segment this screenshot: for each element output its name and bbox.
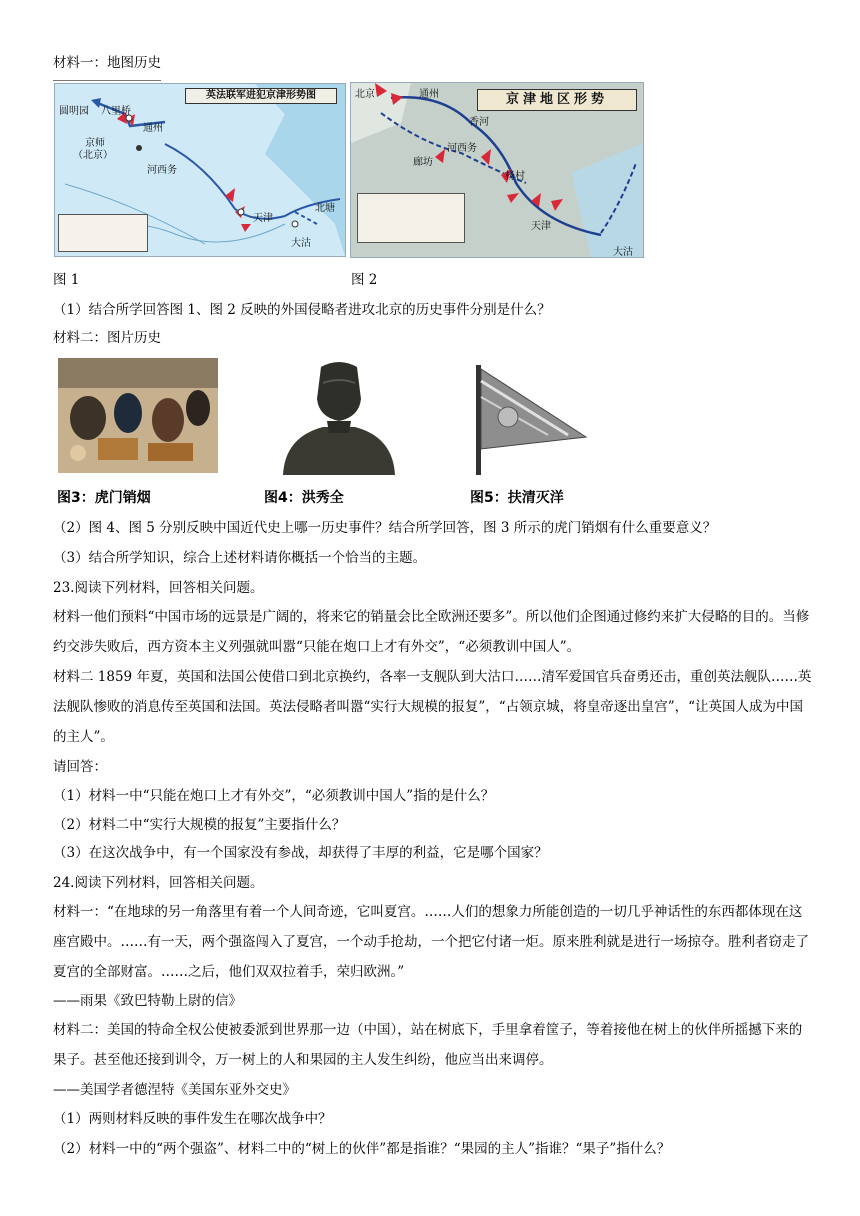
map2-label-tongzhou: 通州 — [419, 89, 439, 100]
picture-humen-opium-burning — [58, 358, 218, 473]
pic4-caption: 图4：洪秀全 — [264, 490, 344, 506]
map1-label-dagu: 大沽 — [291, 238, 311, 249]
map1-label-jingshi: 京师 — [85, 138, 105, 149]
q24-material1: 材料一：“在地球的另一角落里有着一个人间奇迹，它叫夏宫。……人们的想象力所能创造的一切几乎神话性的东西都体现在这座宫殿中。……有一天，两个强盗闯入了夏宫，一个动手抢劫，一个把它付诸一炬。原来胜利就是进行一场掠夺。胜利者窃走了夏宫的全部财富。……之后，他们双双拉着手，荣归欧洲。” — [53, 904, 809, 980]
map2-caption: 图 2 — [351, 272, 378, 288]
map2-legend — [357, 193, 465, 243]
map-figure-1 — [54, 83, 346, 257]
map2-label-yangcun: 杨村 — [505, 171, 525, 182]
map1-title: 英法联军进犯京津形势图 — [185, 88, 337, 104]
question-1-1: （1）结合所学回答图 1、图 2 反映的外国侵略者进攻北京的历史事件分别是什么？ — [53, 302, 551, 318]
humen-painting — [58, 358, 218, 473]
picture-fuqing-mieyang-flag — [468, 357, 593, 477]
map-figure-2 — [350, 82, 644, 258]
q23-question-3: （3）在这次战争中，有一个国家没有参战，却获得了丰厚的利益，它是哪个国家？ — [53, 845, 548, 861]
material2-heading: 材料二：图片历史 — [53, 330, 161, 346]
map2-label-beijing: 北京 — [355, 89, 375, 100]
heading-underline — [53, 80, 161, 81]
q23-material1: 材料一他们预料“中国市场的远景是广阔的，将来它的销量会比全欧洲还要多”。所以他们企图通过修约来扩大侵略的目的。当修约交涉失败后，西方资本主义列强就叫嚣“只能在炮口上才有外交”，“必须教训中国人”。 — [53, 609, 810, 655]
pic3-caption: 图3：虎门销烟 — [57, 490, 151, 506]
map2-label-tianjin: 天津 — [531, 221, 551, 232]
q24-heading: 24.阅读下列材料，回答相关问题。 — [53, 875, 264, 891]
flag-drawing — [468, 357, 593, 477]
q24-question-1: （1）两则材料反映的事件发生在哪次战争中？ — [53, 1111, 332, 1127]
q24-question-2: （2）材料一中的“两个强盗”、材料二中的“树上的伙伴”都是指谁？“果园的主人”指谁？“果子”指什么？ — [53, 1141, 671, 1157]
map2-label-hexiwu: 河西务 — [447, 143, 477, 154]
map1-legend — [58, 214, 148, 252]
map1-label-tongzhou: 通州 — [143, 123, 163, 134]
map1-caption: 图 1 — [53, 272, 80, 288]
q23-please-answer: 请回答： — [53, 759, 107, 775]
q24-material1-source: ——雨果《致巴特勒上尉的信》 — [53, 993, 242, 1009]
map1-label-yuanmingyuan: 圆明园 — [59, 106, 89, 117]
pic5-caption: 图5：扶清灭洋 — [470, 490, 564, 506]
map1-label-tianjin: 天津 — [253, 213, 273, 224]
q23-heading: 23.阅读下列材料，回答相关问题。 — [53, 580, 264, 596]
q23-material2: 材料二 1859 年夏，英国和法国公使借口到北京换约，各率一支舰队到大沽口……清军爱国官兵奋勇还击，重创英法舰队……英法舰队惨败的消息传至英国和法国。英法侵略者叫嚣“实行大规模的报复”，“占领京城，将皇帝逐出皇宫”，“让英国人成为中国的主人”。 — [53, 669, 812, 745]
q23-question-1: （1）材料一中“只能在炮口上才有外交”，“必须教训中国人”指的是什么？ — [53, 788, 495, 804]
q24-material2-source: ——美国学者德涅特《美国东亚外交史》 — [53, 1082, 296, 1098]
question-1-2: （2）图 4、图 5 分别反映中国近代史上哪一历史事件？结合所学回答，图 3 所示的虎门销烟有什么重要意义？ — [53, 520, 717, 536]
map2-title: 京津地区形势 — [477, 89, 637, 111]
map2-label-langfang: 廊坊 — [413, 157, 433, 168]
q24-material2: 材料二：美国的特命全权公使被委派到世界那一边（中国），站在树底下，手里拿着筐子，等着接他在树上的伙伴所摇撼下来的果子。甚至他还接到训令，万一树上的人和果园的主人发生纠纷，他应当出来调停。 — [53, 1022, 803, 1068]
map1-label-balibridge: 八里桥 — [101, 106, 131, 117]
material1-heading: 材料一：地图历史 — [53, 55, 161, 71]
map1-label-hexiwu: 河西务 — [147, 165, 177, 176]
map2-label-dagu: 大沽 — [613, 247, 633, 258]
map1-label-beitang: 北塘 — [315, 203, 335, 214]
map1-label-beijing: （北京） — [73, 150, 113, 161]
picture-hong-xiuquan-bust — [263, 357, 415, 475]
question-1-3: （3）结合所学知识，综合上述材料请你概括一个恰当的主题。 — [53, 550, 427, 566]
q23-question-2: （2）材料二中“实行大规模的报复”主要指什么？ — [53, 817, 346, 833]
map2-label-xianghe: 香河 — [469, 117, 489, 128]
hong-xiuquan-bust — [263, 357, 415, 475]
